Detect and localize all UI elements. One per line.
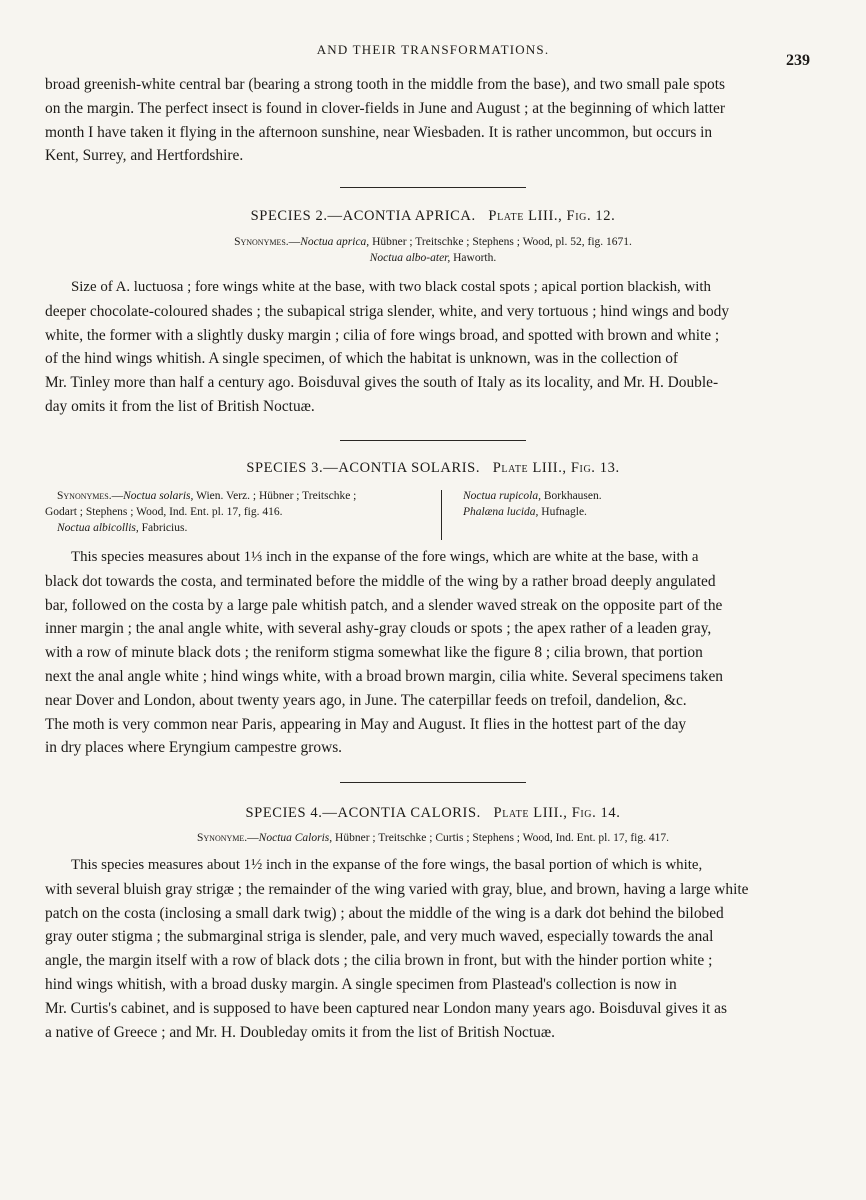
synonym-name: Noctua rupicola, [463, 490, 541, 502]
synonym-line [463, 488, 763, 504]
plate-reference: Plate LIII., Fig. 12. [488, 208, 616, 224]
text-line: Size of A. luctuosa ; fore wings white at the base, with two black costal spots ; apical portion blackish, with [71, 279, 711, 295]
synonym-authorities: Borkhausen. [540, 490, 602, 502]
section-divider [340, 782, 526, 783]
synonym-authorities: Fabricius. [138, 522, 188, 534]
text-line: bar, followed on the costa by a large pale whitish patch, and a slender waved streak on the opposite part of the [45, 596, 723, 614]
synonym-name: Noctua Caloris, [258, 832, 333, 844]
text-line: Kent, Surrey, and Hertfordshire. [45, 147, 244, 165]
intro-paragraph [45, 73, 815, 168]
synonym-label: Synonymes.— [234, 236, 301, 248]
text-line: with a row of minute black dots ; the reniform stigma somewhat like the figure 8 ; cilia brown, that portion [45, 644, 703, 662]
text-line: white, the former with a slightly dusky margin ; cilia of fore wings broad, and spotted with brown and white ; [45, 326, 720, 344]
text-line: hind wings whitish, with a broad dusky margin. A single specimen from Plastead's collection is now in [45, 975, 677, 993]
species-2-synonymes [0, 234, 866, 266]
synonymes-left-column [45, 488, 447, 536]
text-line: month I have taken it flying in the afternoon sunshine, near Wiesbaden. It is rather uncommon, but occurs in [45, 123, 713, 141]
plate-reference: Plate LIII., Fig. 13. [492, 460, 620, 476]
text-line: Mr. Curtis's cabinet, and is supposed to have been captured near London many years ago. Boisduval gives it as [45, 999, 727, 1017]
species-title: SPECIES 3.—ACONTIA SOLARIS. [246, 460, 481, 476]
text-line: deeper chocolate-coloured shades ; the subapical striga slender, white, and very tortuous ; hind wings and body [45, 302, 730, 320]
text-line: near Dover and London, about twenty years ago, in June. The caterpillar feeds on trefoil, dandelion, &c. [45, 691, 687, 709]
page-number: 239 [786, 52, 810, 69]
text-line: black dot towards the costa, and terminated before the middle of the wing by a rather broad deeply angulated [45, 572, 716, 590]
text-line: This species measures about 1½ inch in the expanse of the fore wings, the basal portion of which is white, [71, 857, 703, 873]
synonym-name: Noctua albo-ater, [369, 252, 451, 264]
text-line: The moth is very common near Paris, appearing in May and August. It flies in the hottest part of the day [45, 715, 687, 733]
species-2-description [45, 276, 815, 419]
synonym-line [57, 488, 447, 504]
plate-reference: Plate LIII., Fig. 14. [493, 805, 621, 821]
synonym-line [0, 830, 866, 846]
species-4-description [45, 854, 815, 1044]
text-line: with several bluish gray strigæ ; the remainder of the wing varied with gray, blue, and brown, having a large white [45, 880, 749, 898]
synonym-name: Noctua albicollis, [57, 522, 139, 534]
section-divider [340, 440, 526, 441]
text-line: day omits it from the list of British Noctuæ. [45, 397, 315, 415]
synonym-name: Phalæna lucida, [463, 506, 539, 518]
species-3-description [45, 546, 815, 760]
text-line: Mr. Tinley more than half a century ago. Boisduval gives the south of Italy as its locality, and Mr. H. Double- [45, 374, 719, 392]
text-line: on the margin. The perfect insect is found in clover-fields in June and August ; at the beginning of which latter [45, 99, 725, 117]
running-title: AND THEIR TRANSFORMATIONS. [316, 42, 550, 57]
species-2-heading [0, 208, 866, 225]
species-title: SPECIES 4.—ACONTIA CALORIS. [245, 805, 481, 821]
synonym-label: Synonyme.— [197, 832, 259, 844]
synonym-line [463, 504, 763, 520]
synonym-authorities: Hübner ; Treitschke ; Curtis ; Stephens ; Wood, Ind. Ent. pl. 17, fig. 417. [332, 832, 669, 844]
text-line: inner margin ; the anal angle white, with several ashy-gray clouds or spots ; the apex rather of a leaden gray, [45, 620, 712, 638]
text-line: broad greenish-white central bar (bearing a strong tooth in the middle from the base), and two small pale spots [45, 76, 725, 93]
text-line: This species measures about 1⅓ inch in the expanse of the fore wings, which are white at the base, with a [71, 549, 699, 565]
synonym-authorities: Haworth. [450, 252, 497, 264]
synonym-name: Noctua solaris, [123, 490, 194, 502]
column-divider [441, 490, 442, 540]
text-line: angle, the margin itself with a row of black dots ; the cilia brown in front, but with the hinder portion white ; [45, 952, 713, 970]
synonymes-right-column [463, 488, 763, 520]
text-line: of the hind wings whitish. A single specimen, of which the habitat is unknown, was in the collection of [45, 350, 679, 368]
synonym-line [0, 250, 866, 266]
species-title: SPECIES 2.—ACONTIA APRICA. [250, 208, 476, 224]
species-4-heading [0, 805, 866, 822]
species-4-synonymes [0, 830, 866, 846]
text-line: next the anal angle white ; hind wings white, with a broad brown margin, cilia white. Several specimens taken [45, 667, 724, 685]
synonym-line [57, 520, 447, 536]
synonym-label: Synonymes.— [57, 490, 124, 502]
synonym-line [0, 234, 866, 250]
synonym-authorities: Hufnagle. [538, 506, 587, 518]
text-line: patch on the costa (inclosing a small dark twig) ; about the middle of the wing is a dark dot behind the bilobed [45, 904, 724, 922]
synonym-authorities: Hübner ; Treitschke ; Stephens ; Wood, pl. 52, fig. 1671. [369, 236, 632, 248]
synonym-line: Godart ; Stephens ; Wood, Ind. Ent. pl. 17, fig. 416. [45, 506, 283, 518]
text-line: a native of Greece ; and Mr. H. Doubleday omits it from the list of British Noctuæ. [45, 1023, 555, 1041]
section-divider [340, 187, 526, 188]
synonym-name: Noctua aprica, [300, 236, 370, 248]
text-line: gray outer stigma ; the submarginal striga is slender, pale, and very much waved, especially towards the anal [45, 928, 714, 946]
synonym-authorities: Wien. Verz. ; Hübner ; Treitschke ; [193, 490, 357, 502]
text-line: in dry places where Eryngium campestre grows. [45, 739, 343, 757]
species-3-heading [0, 460, 866, 477]
